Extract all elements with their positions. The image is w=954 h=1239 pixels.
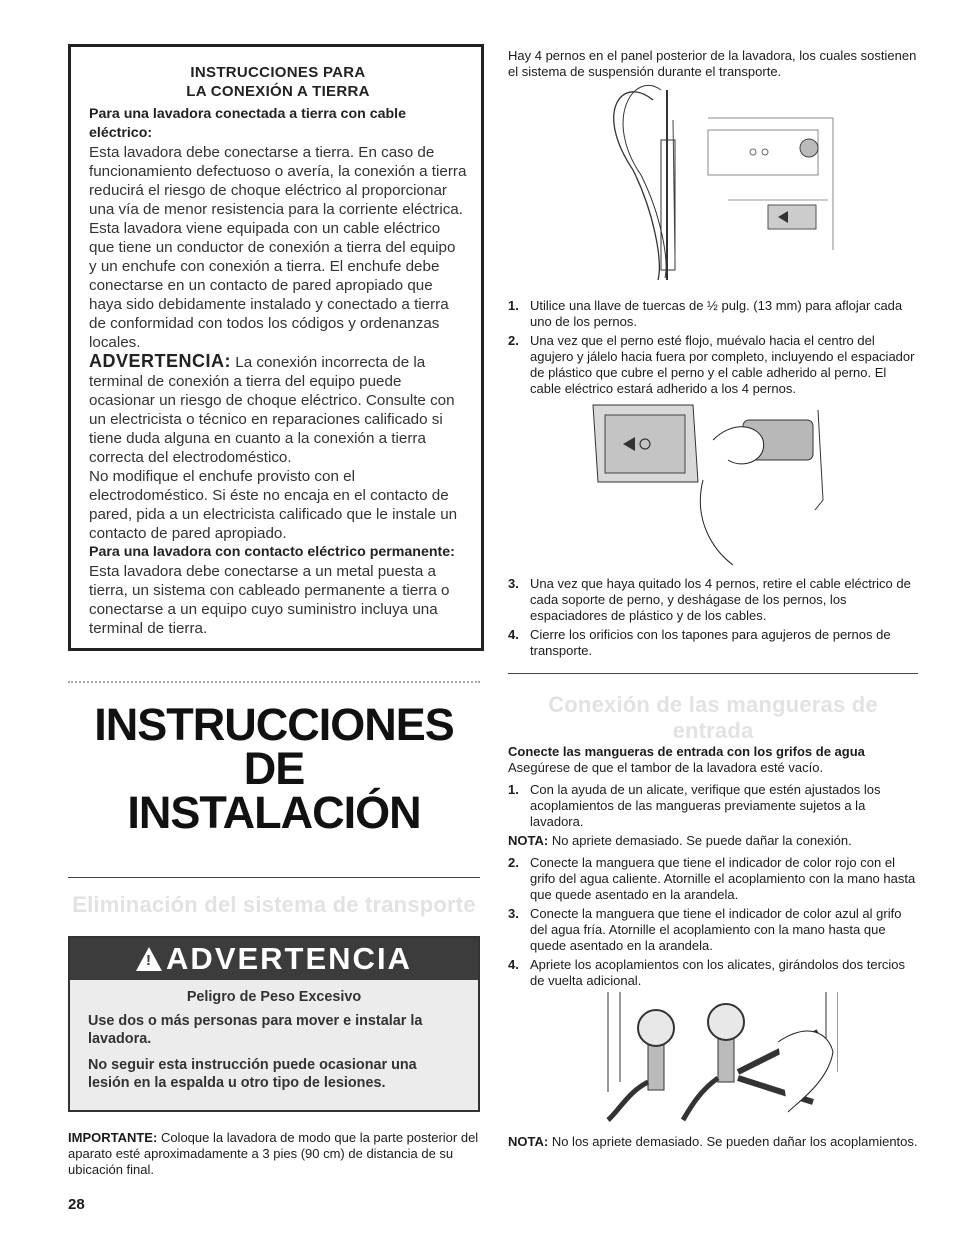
- warning-line: No seguir esta instrucción puede ocasionar una lesión en la espalda u otro tipo de lesiones.: [88, 1057, 417, 1091]
- warning-word: ADVERTENCIA:: [89, 351, 232, 371]
- warning-body: [70, 980, 478, 1110]
- hoses-intro: Asegúrese de que el tambor de la lavadora esté vacío.: [508, 760, 824, 775]
- list-item: 1. Utilice una llave de tuercas de ½ pulg. (13 mm) para aflojar cada uno de los pernos.: [508, 298, 903, 329]
- warning-triangle-icon: !: [136, 947, 162, 971]
- bolt-removal-steps-b: [508, 576, 918, 659]
- warning-banner: ! ADVERTENCIA: [70, 938, 478, 980]
- important-note: IMPORTANTE: Coloque la lavadora de modo que la parte posterior del aparato esté aproximadamente a 3 pies (90 cm) de distancia de su ubicación final.: [68, 1130, 479, 1177]
- hoses-subheading: Conecte las mangueras de entrada con los grifos de agua: [508, 744, 865, 759]
- grounding-subheading-permanent: Para una lavadora con contacto eléctrico permanente:: [89, 544, 455, 560]
- dotted-divider: [68, 681, 480, 683]
- list-item: 3. Una vez que haya quitado los 4 pernos, retire el cable eléctrico de cada soporte de perno, y deshágase de los pernos, los espaciadores de plástico y de los cables.: [508, 576, 911, 623]
- grounding-title: INSTRUCCIONES PARA LA CONEXIÓN A TIERRA: [186, 64, 370, 100]
- grounding-paragraph: Esta lavadora debe conectarse a un metal puesta a tierra, un sistema con cableado permanente a tierra o conectarse a un equipo cuyo suministro incluya una terminal de tierra.: [89, 563, 450, 637]
- note: NOTA: No los apriete demasiado. Se pueden dañar los acoplamientos.: [508, 1134, 918, 1149]
- warning-line: Use dos o más personas para mover e instalar la lavadora.: [88, 1013, 423, 1047]
- note: NOTA: No apriete demasiado. Se puede dañar la conexión.: [508, 833, 852, 848]
- weight-warning-box: [68, 936, 480, 1112]
- section-heading-hoses: Conexión de las mangueras de entrada: [548, 692, 878, 743]
- rear-panel-bolt-illustration: [583, 80, 843, 292]
- left-column: [68, 44, 480, 1178]
- page-title: INSTRUCCIONES DE INSTALACIÓN: [94, 699, 454, 838]
- page-number: 28: [68, 1196, 85, 1213]
- list-item: 4. Apriete los acoplamientos con los alicates, girándolos dos tercios de vuelta adicional.: [508, 957, 906, 988]
- bolt-removal-steps-a: [508, 298, 918, 397]
- section-divider: [68, 877, 480, 878]
- faucet-pliers-illustration: [588, 992, 838, 1122]
- grounding-paragraph: Esta lavadora debe conectarse a tierra. En caso de funcionamiento defectuoso o avería, la conexión a tierra reducirá el riesgo de choque eléctrico al proporcionar una vía de menor resistencia para la corriente eléctrica. Esta lavadora viene equipada con un cable eléctrico que tiene un conductor de conexión a tierra del equipo y un enchufe con conexión a tierra. El enchufe debe conectarse en un contacto de pared apropiado que haya sido debidamente instalado y conectado a tierra de conformidad con todos los códigos y ordenanzas locales.: [89, 144, 467, 351]
- grounding-subheading-cord: Para una lavadora conectada a tierra con cable eléctrico:: [89, 106, 406, 141]
- grounding-instructions-box: [68, 44, 484, 651]
- section-divider: [508, 673, 918, 674]
- grounding-paragraph: No modifique el enchufe provisto con el electrodoméstico. Si éste no encaja en el contacto de pared, pida a un electricista calificado que le instale un contacto de pared apropiado.: [89, 468, 458, 542]
- hose-steps-1: [508, 782, 918, 830]
- hose-steps-2: [508, 855, 918, 989]
- grounding-warning: ADVERTENCIA: La conexión incorrecta de la terminal de conexión a tierra del equipo puede ocasionar un riesgo de choque eléctrico. Consulte con un electricista o técnico en reparaciones calificado si tiene duda alguna en cuanto a la conexión a tierra correcta del electrodoméstico.: [89, 351, 455, 466]
- warning-heading: Peligro de Peso Excesivo: [186, 989, 362, 1005]
- right-column: [508, 48, 918, 1150]
- bolt-pull-illustration: [583, 400, 843, 570]
- list-item: 2. Conecte la manguera que tiene el indicador de color rojo con el grifo del agua caliente. Atornille el acoplamiento con la mano hasta que quede asentado en la arandela.: [508, 855, 916, 902]
- section-heading-transport: Eliminación del sistema de transporte: [72, 892, 476, 917]
- list-item: 2. Una vez que el perno esté flojo, muévalo hacia el centro del agujero y jálelo hacia fuera por completo, incluyendo el espaciador de plástico que cubre el perno y el cable adherido al perno. El cable eléctrico estará adherido a los 4 pernos.: [508, 333, 915, 396]
- list-item: 1. Con la ayuda de un alicate, verifique que estén ajustados los acoplamientos de las mangueras previamente sujetos a la lavadora.: [508, 782, 881, 829]
- bolts-intro: Hay 4 pernos en el panel posterior de la lavadora, los cuales sostienen el sistema de suspensión durante el transporte.: [508, 48, 917, 79]
- list-item: 3. Conecte la manguera que tiene el indicador de color azul al grifo del agua fría. Atornille el acoplamiento con la mano hasta que quede asentado en la arandela.: [508, 906, 902, 953]
- list-item: 4. Cierre los orificios con los tapones para agujeros de pernos de transporte.: [508, 627, 891, 658]
